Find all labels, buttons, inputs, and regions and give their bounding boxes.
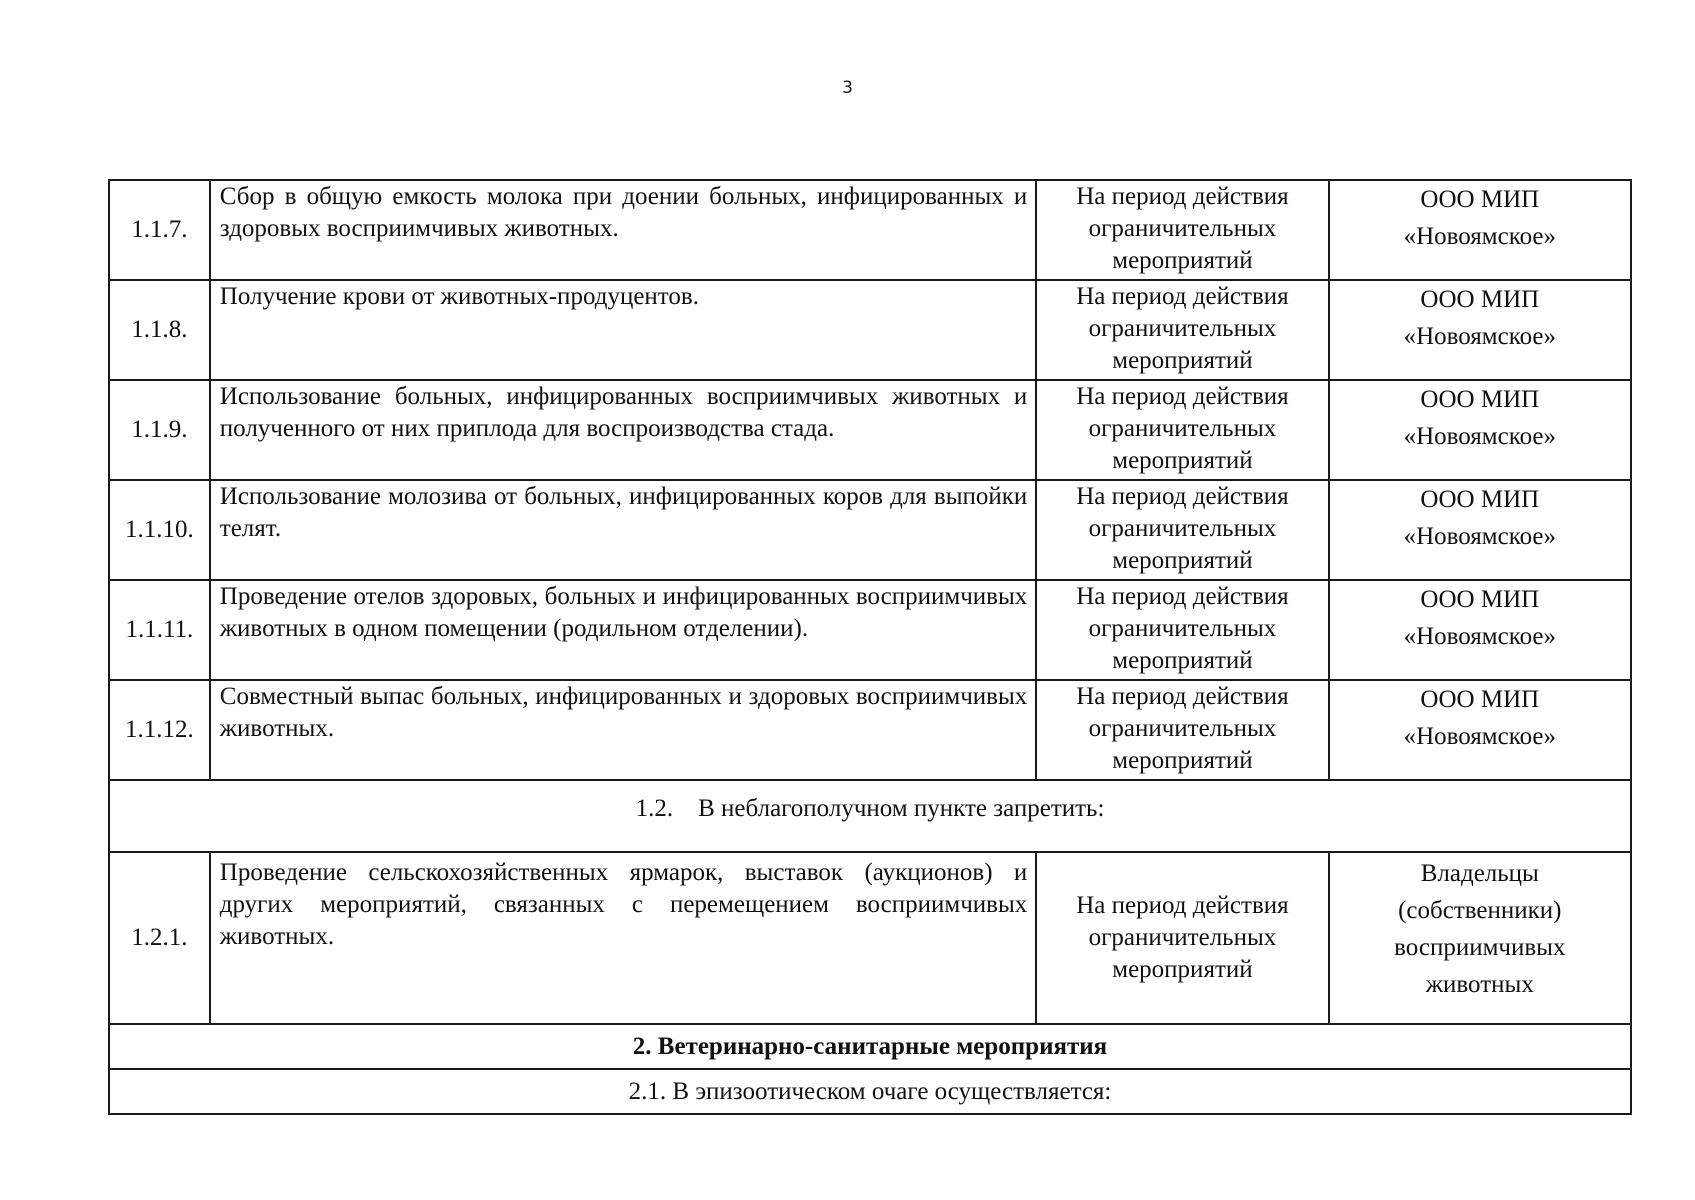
page-number: 3 [842,78,853,98]
period-line: мероприятий [1112,347,1253,374]
period-cell [1036,380,1328,480]
period-cell [1036,680,1328,780]
table-row [109,380,1631,480]
measure-text: Совместный выпас больных, инфицированных и здоровых восприимчивых животных. [210,680,1037,780]
period-line: ограничительных [1088,924,1277,951]
subsection-title: 2.1. В эпизоотическом очаге осуществляется: [109,1069,1631,1114]
period-cell [1036,580,1328,680]
period-line: На период действия [1076,283,1289,310]
measure-text: Проведение сельскохозяйственных ярмарок, выставок (аукционов) и других мероприятий, связанных с перемещением восприимчивых животных. [210,852,1037,1024]
period-line: ограничительных [1088,415,1277,442]
responsible-line: «Новоямское» [1403,423,1556,450]
measures-table [108,179,1632,1115]
responsible-cell [1329,580,1631,680]
measure-text: Использование молозива от больных, инфицированных коров для выпойки телят. [210,480,1037,580]
period-line: На период действия [1076,683,1289,710]
section-heading: 2. Ветеринарно-санитарные мероприятия [109,1024,1631,1069]
row-number: 1.1.8. [109,280,210,380]
period-line: На период действия [1076,892,1289,919]
responsible-line: Владельцы [1420,860,1539,887]
period-line: мероприятий [1112,247,1253,274]
period-line: мероприятий [1112,956,1253,983]
subheading-row [109,1069,1631,1114]
period-cell [1036,180,1328,280]
period-line: ограничительных [1088,715,1277,742]
table-row [109,180,1631,280]
period-line: На период действия [1076,483,1289,510]
responsible-cell [1329,280,1631,380]
table-row [109,580,1631,680]
responsible-line: ООО МИП [1420,186,1540,213]
responsible-line: «Новоямское» [1403,523,1556,550]
period-cell [1036,280,1328,380]
responsible-line: ООО МИП [1420,486,1540,513]
responsible-line: «Новоямское» [1403,723,1556,750]
row-number: 1.1.11. [109,580,210,680]
row-number: 1.2.1. [109,852,210,1024]
responsible-cell [1329,680,1631,780]
period-line: мероприятий [1112,547,1253,574]
row-number: 1.1.12. [109,680,210,780]
period-line: ограничительных [1088,215,1277,242]
responsible-cell [1329,480,1631,580]
period-line: ограничительных [1088,615,1277,642]
period-line: На период действия [1076,383,1289,410]
responsible-cell [1329,380,1631,480]
responsible-line: (собственники) [1398,897,1562,924]
responsible-line: «Новоямское» [1403,623,1556,650]
period-cell [1036,852,1328,1024]
period-line: На период действия [1076,583,1289,610]
table-row [109,280,1631,380]
heading-row [109,1024,1631,1069]
section-title: 1.2. В неблагополучном пункте запретить: [109,780,1631,852]
row-number: 1.1.9. [109,380,210,480]
responsible-cell [1329,180,1631,280]
measure-text: Проведение отелов здоровых, больных и инфицированных восприимчивых животных в одном помещении (родильном отделении). [210,580,1037,680]
period-line: мероприятий [1112,647,1253,674]
responsible-line: ООО МИП [1420,686,1540,713]
row-number: 1.1.7. [109,180,210,280]
row-number: 1.1.10. [109,480,210,580]
measure-text: Получение крови от животных-продуцентов. [210,280,1037,380]
period-line: ограничительных [1088,315,1277,342]
responsible-line: восприимчивых [1394,934,1566,961]
measure-text: Использование больных, инфицированных восприимчивых животных и полученного от них приплода для воспроизводства стада. [210,380,1037,480]
period-line: На период действия [1076,183,1289,210]
responsible-line: «Новоямское» [1403,323,1556,350]
responsible-line: «Новоямское» [1403,223,1556,250]
measure-text: Сбор в общую емкость молока при доении больных, инфицированных и здоровых восприимчивых животных. [210,180,1037,280]
table-row [109,680,1631,780]
period-cell [1036,480,1328,580]
section-row [109,780,1631,852]
period-line: мероприятий [1112,747,1253,774]
responsible-line: ООО МИП [1420,386,1540,413]
table-row [109,480,1631,580]
period-line: ограничительных [1088,515,1277,542]
responsible-line: ООО МИП [1420,286,1540,313]
table-row [109,852,1631,1024]
period-line: мероприятий [1112,447,1253,474]
responsible-line: ООО МИП [1420,586,1540,613]
responsible-cell [1329,852,1631,1024]
responsible-line: животных [1425,971,1534,998]
